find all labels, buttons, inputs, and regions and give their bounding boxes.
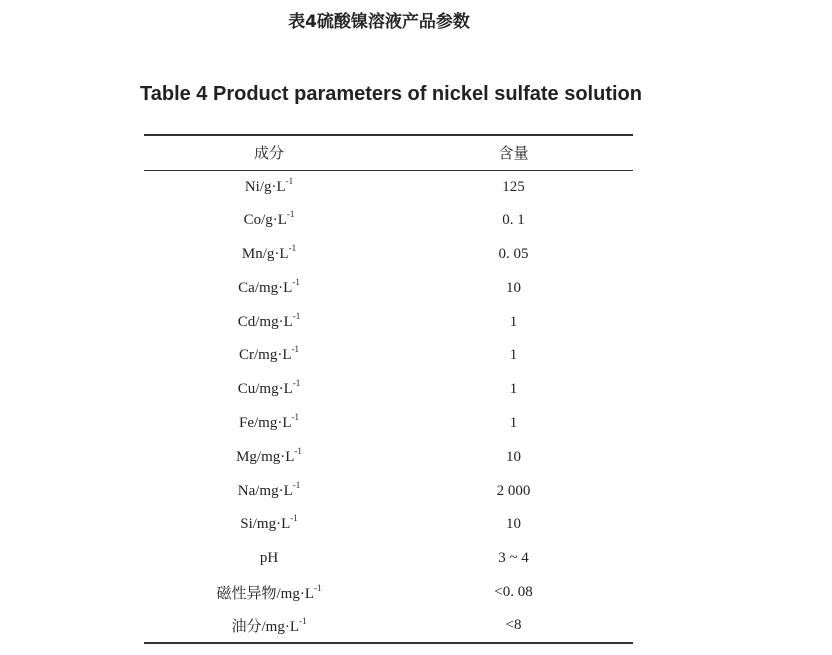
component-name: Si/mg·L [240, 516, 291, 533]
component-name: Mn/g·L [241, 245, 289, 262]
component-cell [144, 474, 394, 508]
content-value: 0. 1 [502, 212, 525, 229]
unit-exponent: -1 [292, 479, 301, 490]
table-row [144, 542, 633, 576]
english-title: Table 4 Product parameters of nickel sulfate solution [140, 83, 642, 105]
content-value: 1 [509, 313, 518, 330]
component-name: pH [259, 550, 279, 567]
component-name: Fe/mg·L [239, 414, 292, 431]
table-row [144, 440, 633, 474]
component-name: Mg/mg·L [236, 448, 295, 465]
unit-exponent: -1 [291, 411, 299, 422]
component-cell [144, 440, 394, 474]
unit-exponent: -1 [292, 276, 300, 287]
content-value: 10 [506, 448, 521, 465]
content-value: 2 000 [496, 482, 531, 499]
table-row [144, 576, 633, 610]
unit-exponent: -1 [288, 242, 297, 253]
content-value: <8 [394, 609, 633, 643]
unit-exponent: -1 [291, 344, 299, 355]
content-value: 10 [506, 516, 521, 533]
content-value: 1 [509, 414, 518, 431]
component-cell [144, 170, 394, 204]
component-name: Cu/mg·L [237, 381, 293, 398]
table-row [144, 407, 633, 441]
component-name: 磁性异物/mg·L [216, 585, 314, 602]
component-cell [144, 373, 394, 407]
table-header-row [144, 135, 633, 170]
content-value: 3 ~ 4 [498, 550, 529, 567]
unit-exponent: -1 [299, 616, 307, 627]
component-name: 油分/mg·L [231, 619, 299, 636]
table-row [144, 508, 633, 542]
unit-exponent: -1 [286, 209, 295, 220]
component-cell [144, 271, 394, 305]
table-row [144, 238, 633, 272]
component-cell [144, 609, 394, 643]
content-value: 0. 05 [498, 245, 529, 262]
component-cell [144, 407, 394, 441]
content-value: <0. 08 [494, 583, 533, 600]
parameters-table-container [144, 134, 633, 644]
table-row [144, 170, 633, 204]
component-cell [144, 508, 394, 542]
header-component: 成分 [144, 135, 394, 170]
table-row [144, 609, 633, 643]
content-value: 1 [509, 347, 518, 364]
unit-exponent: -1 [294, 445, 302, 456]
component-cell [144, 339, 394, 373]
parameters-table [144, 134, 633, 644]
content-value: 125 [502, 178, 525, 195]
content-value: 10 [506, 279, 521, 296]
component-name: Ni/g·L [244, 178, 286, 195]
header-content: 含量 [394, 135, 633, 170]
component-name: Cr/mg·L [239, 347, 292, 364]
unit-exponent: -1 [290, 513, 298, 524]
table-row [144, 474, 633, 508]
component-name: Co/g·L [243, 212, 287, 229]
table-row [144, 373, 633, 407]
unit-exponent: -1 [314, 582, 322, 593]
table-row [144, 339, 633, 373]
component-cell [144, 238, 394, 272]
component-name: Cd/mg·L [237, 313, 293, 330]
unit-exponent: -1 [292, 310, 301, 321]
component-cell [144, 576, 394, 610]
component-name: Na/mg·L [237, 482, 293, 499]
table-row [144, 305, 633, 339]
chinese-title: 表4硫酸镍溶液产品参数 [288, 12, 470, 32]
table-row [144, 204, 633, 238]
table-body [144, 170, 633, 643]
unit-exponent: -1 [292, 378, 301, 389]
content-value: 1 [509, 381, 518, 398]
component-name: Ca/mg·L [238, 279, 293, 296]
component-cell [144, 542, 394, 576]
component-cell [144, 305, 394, 339]
unit-exponent: -1 [285, 175, 294, 186]
table-row [144, 271, 633, 305]
component-cell [144, 204, 394, 238]
